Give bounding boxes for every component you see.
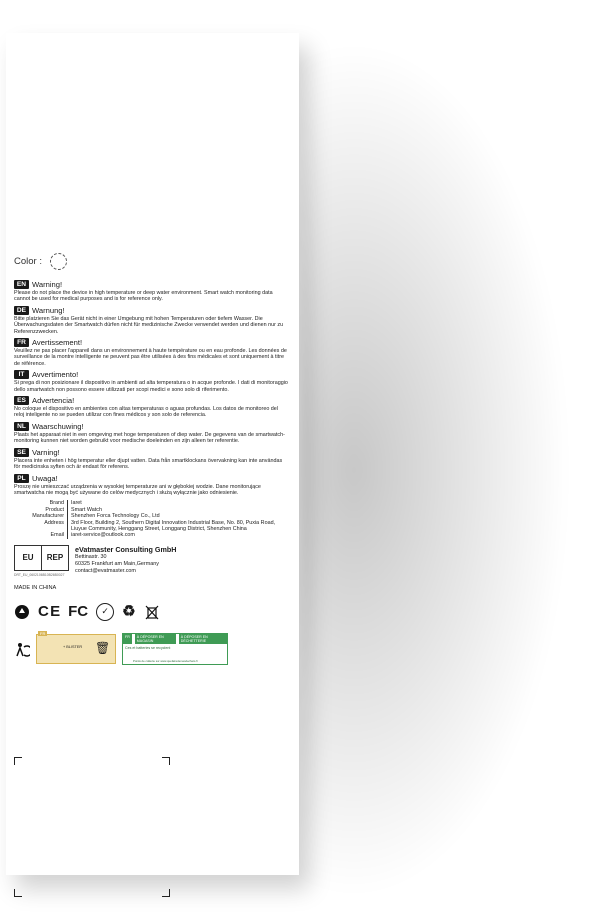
product-info-table [14,500,289,538]
crop-marks [14,757,289,897]
warning-text: Si prega di non posizionare il dispositivo in ambienti ad alta temperatura o in acque profonde. I dati di monitoraggio dello smartwatch non possono essere utilizzati per scopi medici e sono solo di riferimento. [14,380,288,393]
crop-mark-bottom-right [162,889,170,897]
warning-heading [14,370,289,379]
warning-heading [14,396,289,405]
brand-label: Brand [49,500,64,507]
warning-text: Please do not place the device in high temperature or deep water environment. Smart watch monitoring data cannot be used for medical purposes and is for reference only. [14,290,273,303]
eu-rep-city: 60325 Frankfurt am Main,Germany [75,560,159,567]
address-value: 3rd Floor, Building 2, Southern Digital Innovation Industrial Base, No. 80, Puxia Road, Liuyue Community, Henggang Street, Longgang District, Shenzhen China [71,519,276,532]
warning-section-fr [14,338,289,367]
warning-title: Avertissement! [32,338,83,348]
warning-section-pl [14,474,289,497]
certification-icons [14,603,289,621]
eu-rep-row [14,545,289,577]
color-row [14,253,289,270]
info-separator [67,532,68,538]
language-code-badge: EN [14,280,29,289]
recycling-labels [14,630,289,665]
ce-mark-icon: C E [38,602,61,620]
eu-rep-street: Bettinastr. 30 [75,553,107,560]
rep-text: REP [46,553,64,563]
recycle-icon: ♻ [122,602,136,620]
product-value: Smart Watch [71,506,102,513]
eu-text: EU [15,546,42,570]
color-label: Color : [14,256,42,267]
eu-rep-info [75,545,176,575]
warning-title: Advertencia! [32,396,75,406]
language-code-badge: NL [14,422,29,431]
warning-section-de [14,306,289,335]
check-seal-icon: ✓ [96,603,114,621]
page-shadow [300,40,570,900]
crop-mark-bottom-left [14,889,22,897]
warning-text: Veuillez ne pas placer l'appareil dans un environnement à haute température ou en eau profonde. Les données de surveillance de la montre intelligente ne peuvent pas être utilisées à des fins médicales et sont uniquement à titre de référence. [14,348,287,367]
language-code-badge: ES [14,396,29,405]
warning-title: Warning! [32,280,63,289]
triman-icon [14,641,30,657]
warnings-list [14,280,289,496]
warning-section-it [14,370,289,393]
warning-heading [14,306,289,315]
warning-section-se [14,448,289,471]
warning-title: Warnung! [32,305,65,315]
language-code-badge: DE [14,306,29,315]
green-label-footer: Points de collecte sur www.quefairedemesdechets.fr [133,658,198,663]
language-code-badge: FR [14,338,29,347]
eu-rep-contact: contact@evatmaster.com [75,567,136,574]
language-code-badge: PL [14,474,29,483]
warning-text: No coloque el dispositivo en ambientes con altas temperaturas o aguas profundas. Los datos de monitoreo del reloj inteligente no se pueden utilizar con fines médicos y son solo de referencia. [14,406,279,419]
green-label-store: À DÉPOSER EN MAGASIN [135,634,176,644]
manufacturer-value: Shenzhen Forca Technology Co., Ltd [71,513,160,520]
warning-heading [14,280,289,289]
warning-title: Varning! [32,447,60,457]
brand-value: Iaret [71,500,82,507]
language-code-badge: SE [14,448,29,457]
warning-text: Bitte platzieren Sie das Gerät nicht in einer Umgebung mit hohen Temperaturen oder tiefem Wasser. Die Überwachungsdaten der Smartwatch dürfen nicht für medizinische Zwecke verwendet werden und dienen nur zu Referenzzwecken. [14,315,284,335]
fcc-mark-icon: FC [68,602,89,620]
warning-title: Uwaga! [32,473,58,483]
warning-section-es [14,396,289,419]
warning-text: Proszę nie umieszczać urządzenia w wysokiej temperaturze ani w głębokiej wodzie. Dane monitorujące smartwatcha nie mogą być używane do celów medycznych i służą wyłącznie jako odniesienie. [14,483,261,496]
manufacturer-label: Manufacturer [32,513,64,520]
warning-text: Plaats het apparaat niet in een omgeving met hoge temperaturen of diep water. De gegevens van de smartwatch-monitoring kunnen niet worden gebruikt voor medische doeleinden en zijn alleen ter referentie. [14,431,285,445]
sorting-bin-icon: 🗑 [95,640,111,655]
warning-section-en [14,280,289,303]
battery-recycling-label [122,633,228,665]
product-label: Product [45,506,64,513]
crop-mark-top-left [14,757,22,765]
warning-heading [14,422,289,431]
color-swatch [50,253,67,270]
warning-title: Waarschuwing! [32,421,84,431]
label-content [14,253,289,665]
crop-mark-top-right [162,757,170,765]
address-label: Address [44,519,64,526]
warning-heading [14,338,289,347]
warning-heading [14,474,289,483]
eu-rep-badge [14,545,69,571]
yellow-label-tag: FR [40,630,46,636]
green-label-text: Ces et batteries se recyclent [125,645,171,650]
eu-rep-name: eVatmaster Consulting GmbH [75,544,177,554]
green-label-tag: FR [123,634,132,644]
packaging-sorting-label [36,630,116,664]
email-label: Email [50,532,64,539]
crossed-bin-icon [144,604,160,620]
warning-title: Avvertimento! [32,370,79,380]
info-separator [67,520,68,533]
green-label-dump: À DÉPOSER EN DÉCHETTERIE [179,634,227,644]
made-in-china: MADE IN CHINA [14,584,57,591]
warning-text: Placera inte enheten i hög temperatur eller djupt vatten. Data från smartklockans övervakning kan inte användas för medicinska syften och är endast för referens. [14,457,283,471]
email-value: iaret-service@outlook.com [71,532,135,539]
language-code-badge: IT [14,370,29,379]
eu-rep-code: DRT_EU_0602106B10B26B0027 [14,572,65,577]
label-card [6,33,299,875]
yellow-label-text: + BLISTER [63,644,83,649]
warning-section-nl [14,422,289,445]
warning-heading [14,448,289,457]
weee-recycle-icon [14,604,30,620]
